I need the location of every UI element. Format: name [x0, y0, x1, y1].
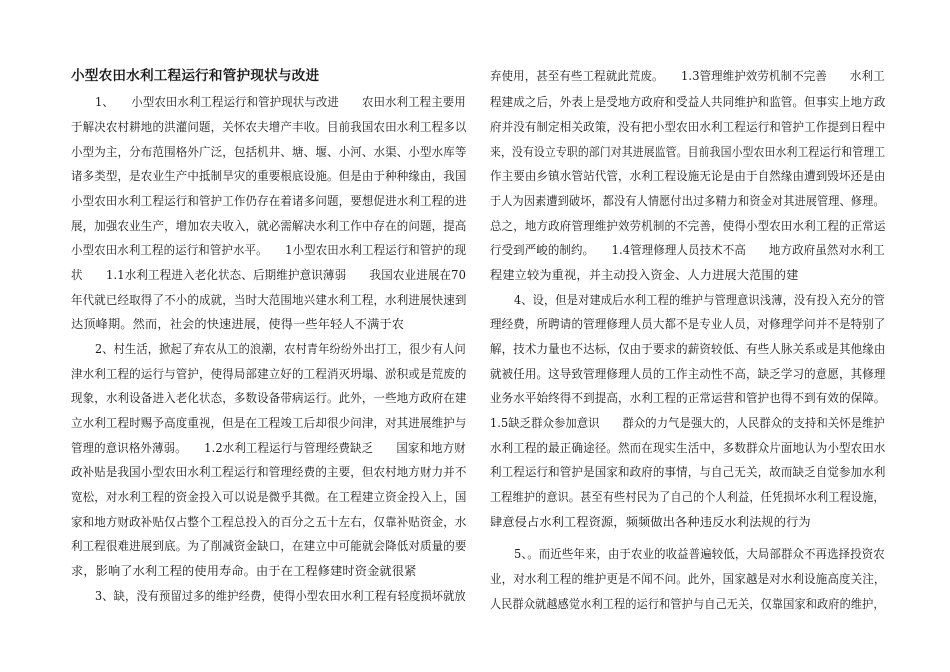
paragraph-line: 作主要由乡镇水管站代管，水利工程设施无论是由于自然缘由遭到毁坏还是由	[490, 169, 886, 183]
paragraph-line: 总之，地方政府管理维护效劳机制的不完善，使得小型农田水利工程的正常运	[490, 219, 886, 233]
paragraph-line: 4、设，但是对建成后水利工程的维护与管理意识浅薄，没有投入充分的管	[514, 293, 885, 307]
paragraph-line: 业务水平始终得不到提高，水利工程的正常运营和管护也得不到有效的保障。	[490, 391, 886, 405]
paragraph-line: 政补贴是我国小型农田水利工程运行和管理经费的主要，但农村地方财力并不	[71, 465, 467, 479]
paragraph-line: 津水利工程的运行与管护，使得局部建立好的工程消灭坍塌、淤积或是荒废的	[71, 367, 467, 381]
paragraph-line: 利工程很难进展到底。为了削减资金缺口，在建立中可能就会降低对质量的要	[71, 539, 467, 553]
paragraph-line: 水利工程的最正确途径。然而在现实生活中，多数群众片面地认为小型农田水	[490, 441, 886, 455]
paragraph-line: 1.5缺乏群众参加意识 群众的力气是强大的，人民群众的支持和关怀是维护	[490, 416, 885, 430]
paragraph-line: 府并没有制定相关政策，没有把小型农田水利工程运行和管护工作提到日程中	[490, 120, 886, 134]
paragraph-line: 理经费，所聘请的管理修理人员大都不是专业人员，对修理学问并不是特别了	[490, 317, 886, 331]
paragraph-line: 达顶峰期。然而，社会的快速进展，使得一些年轻人不满于农	[71, 317, 405, 331]
paragraph-line: 弃使用，甚至有些工程就此荒废。 1.3管理维护效劳机制不完善 水利工	[490, 69, 885, 83]
paragraph-line: 程建立较为重视，并主动投入资金、人力进展大范围的建	[490, 268, 799, 282]
paragraph-line: 于人为因素遭到破坏，都没有人情愿付出过多精力和资金对其进展管理、修理。	[490, 194, 885, 208]
paragraph-line: 求，影响了水利工程的使用寿命。由于在工程修建时资金就很紧	[71, 564, 417, 578]
paragraph-line: 小型农田水利工程运行和管护工作仍存在着诸多问题，要想促进水利工程的进	[71, 194, 467, 208]
paragraph-line: 小型为主，分布范围格外广泛，包括机井、塘、堰、小河、水渠、小型水库等	[71, 145, 467, 159]
paragraph-line: 5、。而近些年来，由于农业的收益普遍较低，大局部群众不再选择投资农	[514, 547, 885, 561]
paragraph-line: 展，加强农业生产，增加农夫收入，就必需解决水利工作中存在的问题，提高	[71, 219, 467, 233]
paragraph-line: 就被任用。这导致管理修理人员的工作主动性不高，缺乏学习的意愿，其修理	[490, 367, 886, 381]
paragraph-line: 肆意侵占水利工程资源，频频做出各种违反水利法规的行为	[490, 515, 811, 529]
paragraph-line: 人民群众就越感觉水利工程的运行和管护与自己无关，仅靠国家和政府的维护，	[490, 597, 885, 611]
paragraph-line: 2、村生活，掀起了弃农从工的浪潮，农村青年纷纷外出打工，很少有人问	[95, 342, 466, 356]
paragraph-line: 利工程运行和管护是国家和政府的事情，与自己无关，故而缺乏自觉参加水利	[490, 465, 886, 479]
paragraph-line: 于解决农村耕地的洪灌问题，关怀农夫增产丰收。目前我国农田水利工程多以	[71, 120, 467, 134]
paragraph-line: 诸多类型，是农业生产中抵制旱灾的重要根底设施。但是由于种种缘由，我国	[71, 169, 467, 183]
paragraph-line: 3、缺，没有预留过多的维护经费，使得小型农田水利工程有轻度损坏就放	[95, 589, 466, 603]
paragraph-line: 工程维护的意识。甚至有些村民为了自己的个人利益，任凭损坏水利工程设施，	[490, 490, 885, 504]
paragraph-line: 管理的意识格外薄弱。 1.2水利工程运行与管理经费缺乏 国家和地方财	[71, 441, 466, 455]
paragraph-line: 立水利工程时赐予高度重视，但是在工程竣工后却很少问津，对其进展维护与	[71, 416, 467, 430]
paragraph-line: 行受到严峻的制约。 1.4管理修理人员技术不高 地方政府虽然对水利工	[490, 243, 885, 257]
paragraph-line: 小型农田水利工程的运行和管护水平。 1小型农田水利工程运行和管护的现	[71, 243, 467, 257]
paragraph-line: 现象，水利设备进入老化状态，多数设备带病运行。此外，一些地方政府在建	[71, 391, 467, 405]
paragraph-line: 来，没有设立专职的部门对其进展监管。目前我国小型农田水利工程运行和管理工	[490, 145, 886, 159]
paragraph-line: 解，技术力量也不达标，仅由于要求的薪资较低、有些人脉关系或是其他缘由	[490, 342, 886, 356]
paragraph-line: 1、 小型农田水利工程运行和管护现状与改进 农田水利工程主要用	[95, 95, 466, 109]
paragraph-line: 程建成之后，外表上是受地方政府和受益人共同维护和监管。但事实上地方政	[490, 95, 886, 109]
paragraph-line: 业，对水利工程的维护更是不闻不问。此外，国家越是对水利设施高度关注，	[490, 572, 886, 586]
paragraph-line: 家和地方财政补贴仅占整个工程总投入的百分之五十左右，仅靠补贴资金，水	[71, 515, 467, 529]
paragraph-line: 状 1.1水利工程进入老化状态、后期维护意识薄弱 我国农业进展在70	[71, 268, 467, 282]
document-title: 小型农田水利工程运行和管护现状与改进	[71, 68, 320, 84]
paragraph-line: 宽松，对水利工程的资金投入可以说是微乎其微。在工程建立资金投入上，国	[71, 490, 467, 504]
paragraph-line: 年代就已经取得了不小的成就，当时大范围地兴建水利工程，水利进展快速到	[71, 293, 467, 307]
